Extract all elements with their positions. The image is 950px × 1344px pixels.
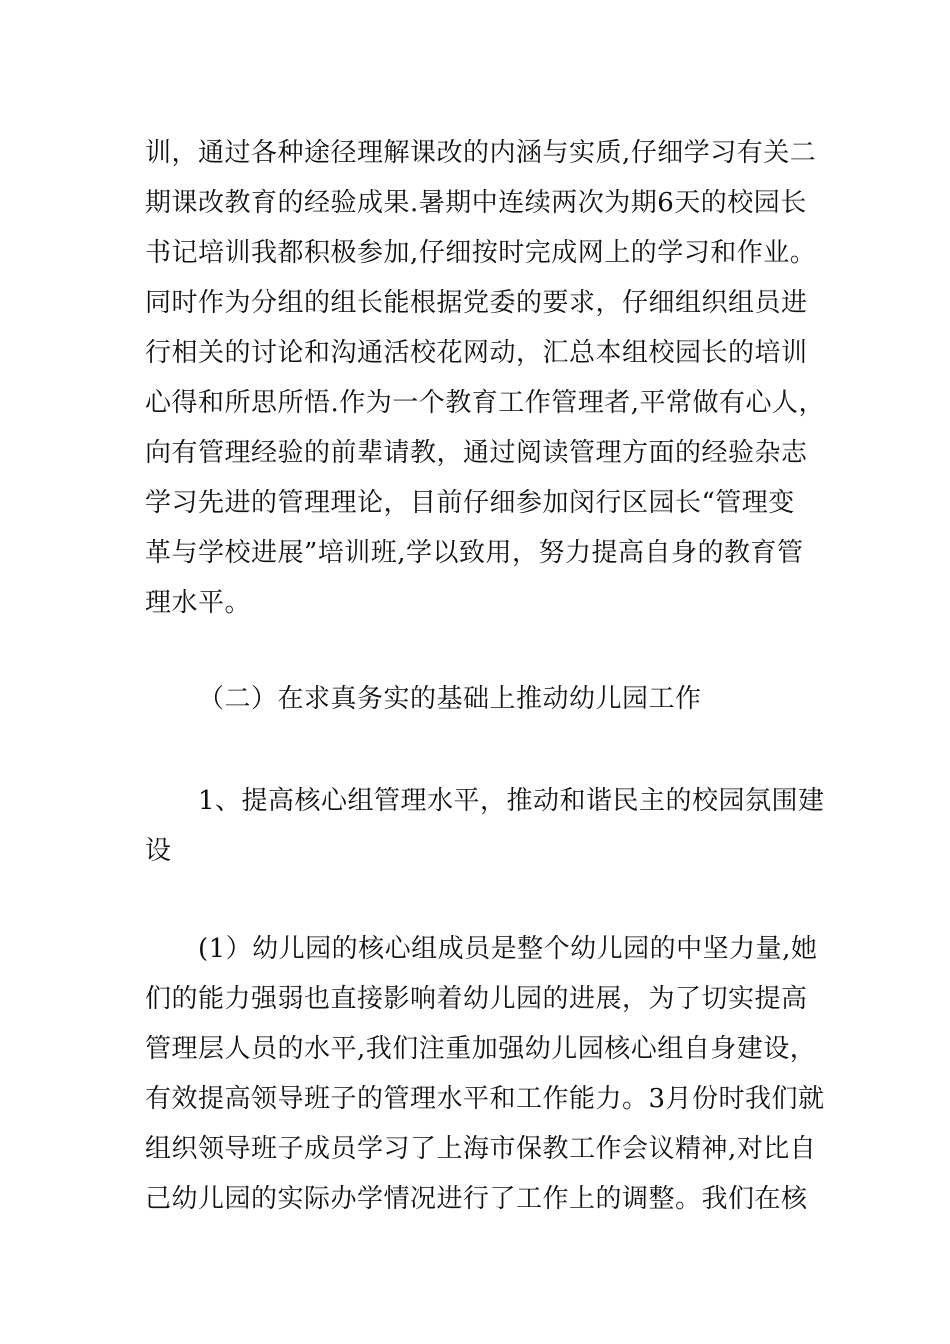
paragraph-1-line-1: 训，通过各种途径理解课改的内涵与实质,仔细学习有关二 [145, 138, 817, 168]
paragraph-2-line-6: 己幼儿园的实际办学情况进行了工作上的调整。我们在核 [145, 1184, 808, 1214]
section-heading: （二）在求真务实的基础上推动幼儿园工作 [198, 684, 702, 714]
subheading-line-1: 1、提高核心组管理水平，推动和谐民主的校园氛围建 [198, 786, 825, 816]
paragraph-2-line-1: (1）幼儿园的核心组成员是整个幼儿园的中坚力量,她 [198, 934, 818, 964]
paragraph-1-line-2: 期课改教育的经验成果.暑期中连续两次为期6天的校园长 [145, 188, 807, 218]
paragraph-1-line-4: 同时作为分组的组长能根据党委的要求，仔细组织组员进 [145, 288, 808, 318]
paragraph-1-line-10: 理水平。 [145, 588, 252, 618]
paragraph-1-line-9: 革与学校进展”培训班,学以致用，努力提高自身的教育管 [145, 538, 804, 568]
paragraph-1-line-7: 向有管理经验的前辈请教，通过阅读管理方面的经验杂志 [145, 438, 808, 468]
paragraph-1-line-6: 心得和所思所悟.作为一个教育工作管理者,平常做有心人， [145, 388, 826, 418]
paragraph-2-line-2: 们的能力强弱也直接影响着幼儿园的进展，为了切实提高 [145, 984, 808, 1014]
subheading-line-2: 设 [145, 836, 172, 866]
paragraph-2-line-5: 组织领导班子成员学习了上海市保教工作会议精神,对比自 [145, 1134, 817, 1164]
paragraph-1-line-5: 行相关的讨论和沟通活校花网动，汇总本组校园长的培训 [145, 338, 808, 368]
paragraph-1-line-8: 学习先进的管理理论，目前仔细参加闵行区园长“管理变 [145, 488, 795, 518]
paragraph-2-line-4: 有效提高领导班子的管理水平和工作能力。3月份时我们就 [145, 1084, 825, 1114]
paragraph-2-line-3: 管理层人员的水平,我们注重加强幼儿园核心组自身建设， [145, 1034, 817, 1064]
paragraph-1-line-3: 书记培训我都积极参加,仔细按时完成网上的学习和作业。 [145, 238, 817, 268]
